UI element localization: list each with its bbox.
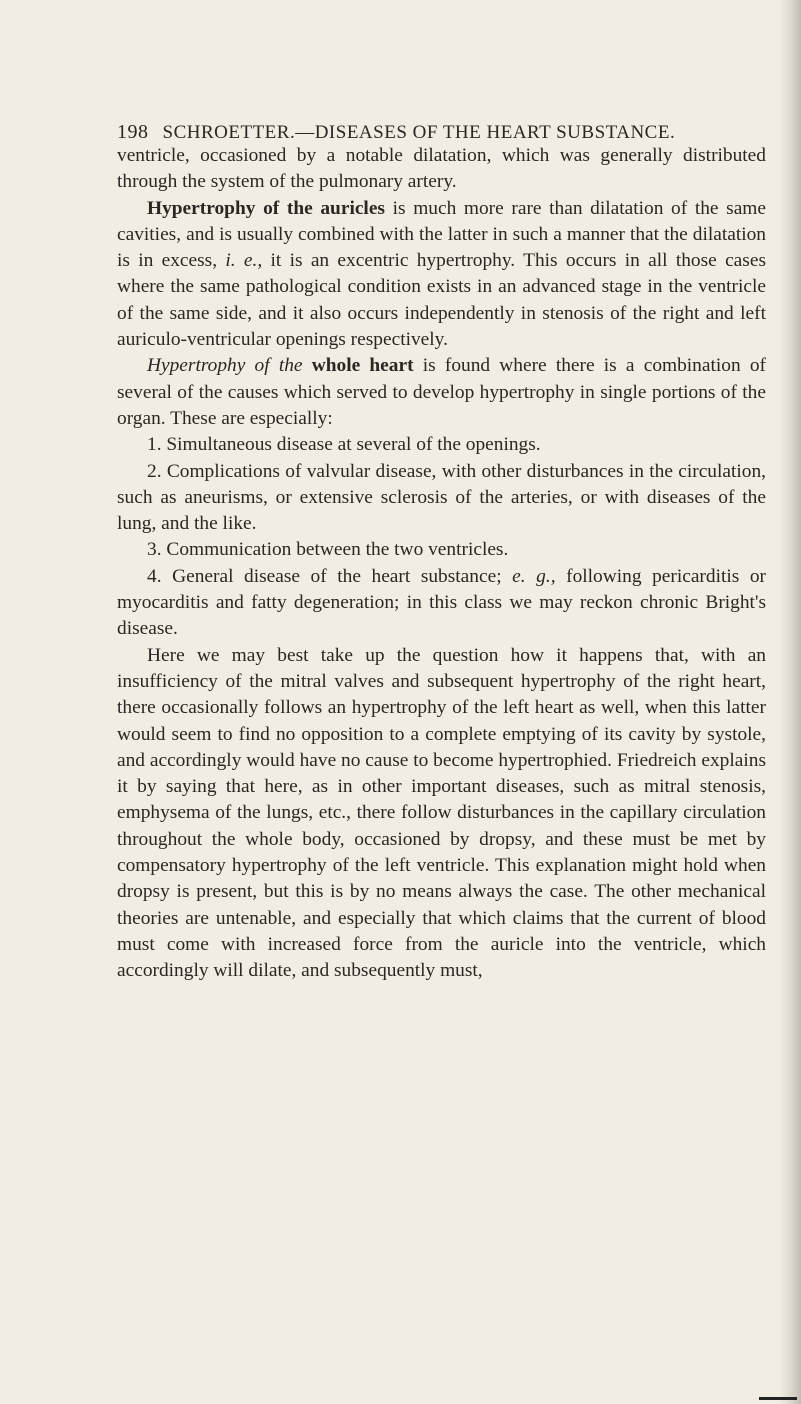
list-item-4 — [117, 564, 766, 643]
paragraph-3-bold: whole heart — [302, 355, 414, 377]
paragraph-2-end: it is an excentric hypertrophy. This occurs in all those cases where the same pathological condition exists in an advanced stage in the ventricle of the same side, and it also occurs independently in stenosis of the right and left auriculo-ventricular openings respectively. — [117, 250, 766, 351]
paragraph-4: Here we may best take up the question how it happens that, with an insufficiency of the mitral valves and subsequent hypertrophy of the right heart, there occasionally follows an hypertrophy of the left heart as well, when this latter would seem to find no opposition to a complete emptying of its cavity by systole, and accordingly would have no cause to become hypertrophied. Friedreich explains it by saying that here, as in other important diseases, such as mitral stenosis, emphysema of the lungs, etc., there follow disturbances in the capillary circulation throughout the whole body, occasioned by dropsy, and these must be met by compensatory hypertrophy of the left ventricle. This explanation might hold when dropsy is present, but this is by no means always the case. The other mechanical theories are untenable, and especially that which claims that the current of blood must come with increased force from the auricle into the ventricle, which accordingly will dilate, and subsequently must, — [117, 644, 766, 982]
paragraph-2-ie: i. e., — [225, 250, 263, 272]
page-corner-mark — [759, 1397, 797, 1400]
page-edge-shadow — [779, 0, 801, 1404]
paragraph-2-heading: Hypertrophy of the auricles — [147, 197, 385, 219]
paragraph-3 — [117, 353, 766, 432]
paragraph-3-text: is found where there is a combination of several of the causes which served to develop hypertrophy in single portions of the organ. These are especially: — [117, 355, 766, 429]
running-title: SCHROETTER.—DISEASES OF THE HEART SUBSTANCE. — [162, 122, 676, 143]
page-number: 198 — [117, 121, 149, 143]
list-item-1: 1. Simultaneous disease at several of the openings. — [147, 434, 541, 456]
list-item-4-text: 4. General disease of the heart substance; — [147, 565, 513, 587]
paragraph-2-text: is much more rare than dilatation of the same cavities, and is usually combined with the latter in such a manner that the dilatation is in excess, — [117, 197, 766, 272]
list-item-2: 2. Complications of valvular disease, with other disturbances in the circulation, such as aneurisms, or extensive sclerosis of the arteries, or with diseases of the lung, and the like. — [117, 460, 766, 535]
paragraph-2 — [117, 196, 766, 354]
list-item-3: 3. Communication between the two ventricles. — [147, 539, 509, 561]
list-item-4-eg: e. g., — [512, 565, 556, 587]
paragraph-1: ventricle, occasioned by a notable dilatation, which was generally distributed through the system of the pulmonary artery. — [117, 145, 766, 193]
paragraph-3-italic: Hypertrophy of the — [147, 355, 303, 377]
body-text — [117, 143, 766, 985]
list-item-4-end: following pericarditis or myocarditis and fatty degeneration; in this class we may reckon chronic Bright's disease. — [117, 565, 766, 640]
running-header — [117, 121, 717, 144]
